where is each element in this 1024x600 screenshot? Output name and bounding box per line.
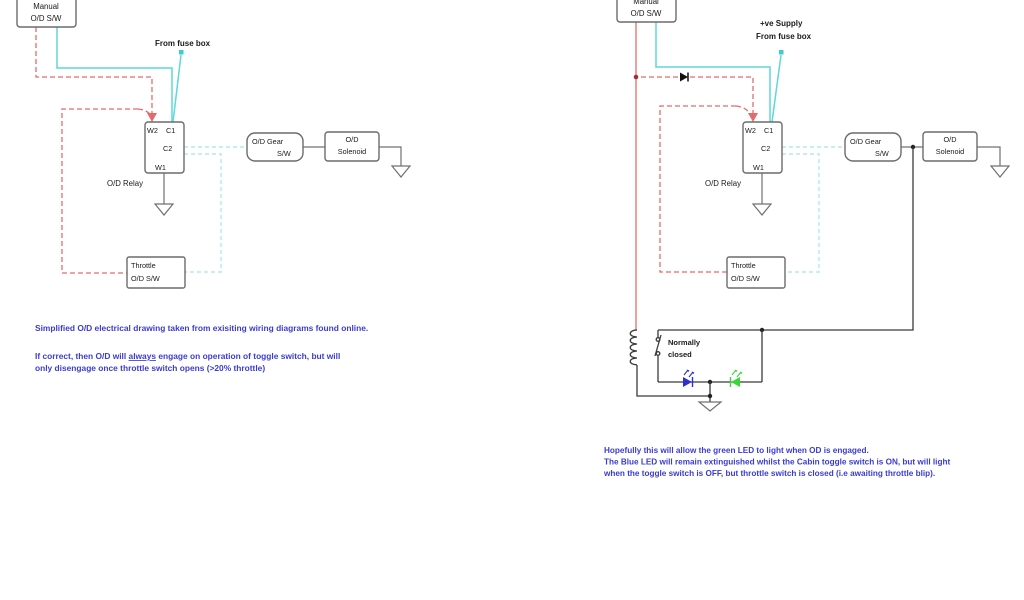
- left-relay-terminal-w1: W1: [155, 163, 166, 172]
- right-diode-triangle: [680, 73, 688, 82]
- right-solenoid-label-2: Solenoid: [935, 147, 965, 156]
- left-solenoid-label-2: Solenoid: [337, 147, 367, 156]
- left-diagram: [17, 0, 410, 373]
- left-solenoid-ground-wire: [379, 147, 401, 166]
- left-cyan-dashed-c2-to-throttle-wire: [184, 154, 221, 272]
- right-led-ground-symbol: [699, 402, 721, 411]
- left-solenoid-label-1: O/D: [345, 135, 359, 144]
- right-coil-to-ground-wire: [637, 365, 708, 396]
- right-supply-label-2: From fuse box: [756, 32, 812, 41]
- left-cyan-fuse-to-c1-wire: [173, 55, 181, 122]
- right-red-junction-dot: [634, 75, 639, 80]
- right-gear-sw-label-1: O/D Gear: [850, 137, 882, 146]
- left-note-line2-underlined: always: [128, 351, 157, 361]
- left-fuse-box-label: From fuse box: [155, 39, 211, 48]
- right-cyan-dashed-c2-to-throttle-wire: [782, 154, 819, 272]
- right-od-relay-label: O/D Relay: [705, 179, 741, 188]
- left-red-dashed-throttle-loop-wire: [62, 109, 138, 273]
- right-note-line-1: Hopefully this will allow the green LED to light when OD is engaged.: [604, 446, 869, 455]
- left-relay-terminal-c2: C2: [163, 144, 173, 153]
- left-throttle-label-2: O/D S/W: [131, 274, 160, 283]
- left-note-line-1: Simplified O/D electrical drawing taken from exisiting wiring diagrams found online.: [35, 323, 369, 333]
- left-manual-sw-label-2: O/D S/W: [30, 14, 62, 23]
- right-solenoid-label-1: O/D: [943, 135, 957, 144]
- left-relay-terminal-w2: W2: [147, 126, 158, 135]
- left-note-line2-a: If correct, then O/D will: [35, 351, 129, 361]
- right-supply-label-1: +ve Supply: [760, 19, 803, 28]
- left-gear-sw-label-2: S/W: [277, 149, 291, 158]
- right-red-arrowhead-w2: [748, 113, 758, 122]
- right-manual-sw-label-2: O/D S/W: [630, 9, 662, 18]
- right-solenoid-ground-wire: [977, 147, 1000, 166]
- right-manual-sw-label-1: Manual: [633, 0, 659, 6]
- right-solenoid-ground-symbol: [991, 166, 1009, 177]
- left-red-arrowhead-w2: [147, 113, 157, 122]
- left-solenoid-ground-symbol: [392, 166, 410, 177]
- left-note-line-3: only disengage once throttle switch opens (>20% throttle): [35, 363, 266, 373]
- left-relay-terminal-c1: C1: [166, 126, 176, 135]
- right-fuse-tap-dot: [779, 50, 784, 55]
- left-gear-sw-label-1: O/D Gear: [252, 137, 284, 146]
- left-throttle-label-1: Throttle: [131, 261, 156, 270]
- right-gear-sw-label-2: S/W: [875, 149, 889, 158]
- right-diagram: [603, 0, 1009, 478]
- left-red-dashed-supply-wire: [36, 27, 152, 113]
- blue-led: [683, 370, 694, 387]
- right-red-dashed-throttle-loop-wire: [660, 106, 736, 272]
- right-note-line-2: The Blue LED will remain extinguished whilst the Cabin toggle switch is ON, but will light: [604, 457, 951, 467]
- right-coil-ground-junction-dot: [708, 394, 712, 398]
- right-throttle-label-1: Throttle: [731, 261, 756, 270]
- right-note-line-3: when the toggle switch is OFF, but throttle switch is closed (i.e awaiting throttle blip).: [604, 469, 936, 478]
- green-led: [731, 370, 743, 387]
- right-throttle-label-2: O/D S/W: [731, 274, 760, 283]
- right-relay-coil-symbol: [630, 330, 637, 365]
- left-note-line2-b: engage on operation of toggle switch, but will: [156, 351, 341, 361]
- right-cyan-fuse-to-c1-wire: [772, 55, 781, 122]
- left-manual-sw-label-1: Manual: [33, 2, 59, 11]
- left-od-relay-label: O/D Relay: [107, 179, 143, 188]
- blue-led-triangle: [683, 377, 692, 387]
- right-relay-ground-symbol: [753, 204, 771, 215]
- left-relay-ground-symbol: [155, 204, 173, 215]
- right-relay-terminal-c2: C2: [761, 144, 771, 153]
- right-relay-terminal-w1: W1: [753, 163, 764, 172]
- right-red-dashed-loop-curve: [736, 106, 750, 114]
- right-nc-switch-label-2: closed: [668, 350, 692, 359]
- left-note-line-2: [35, 351, 340, 361]
- right-red-dashed-supply-wire-b: [690, 77, 753, 113]
- right-relay-terminal-w2: W2: [745, 126, 756, 135]
- green-led-triangle: [731, 377, 740, 387]
- right-relay-terminal-c1: C1: [764, 126, 774, 135]
- right-nc-switch-bottom-contact: [656, 352, 660, 356]
- right-black-sense-wire: [658, 147, 913, 330]
- left-fuse-tap-dot: [179, 50, 184, 55]
- right-nc-switch-label-1: Normally: [668, 338, 701, 347]
